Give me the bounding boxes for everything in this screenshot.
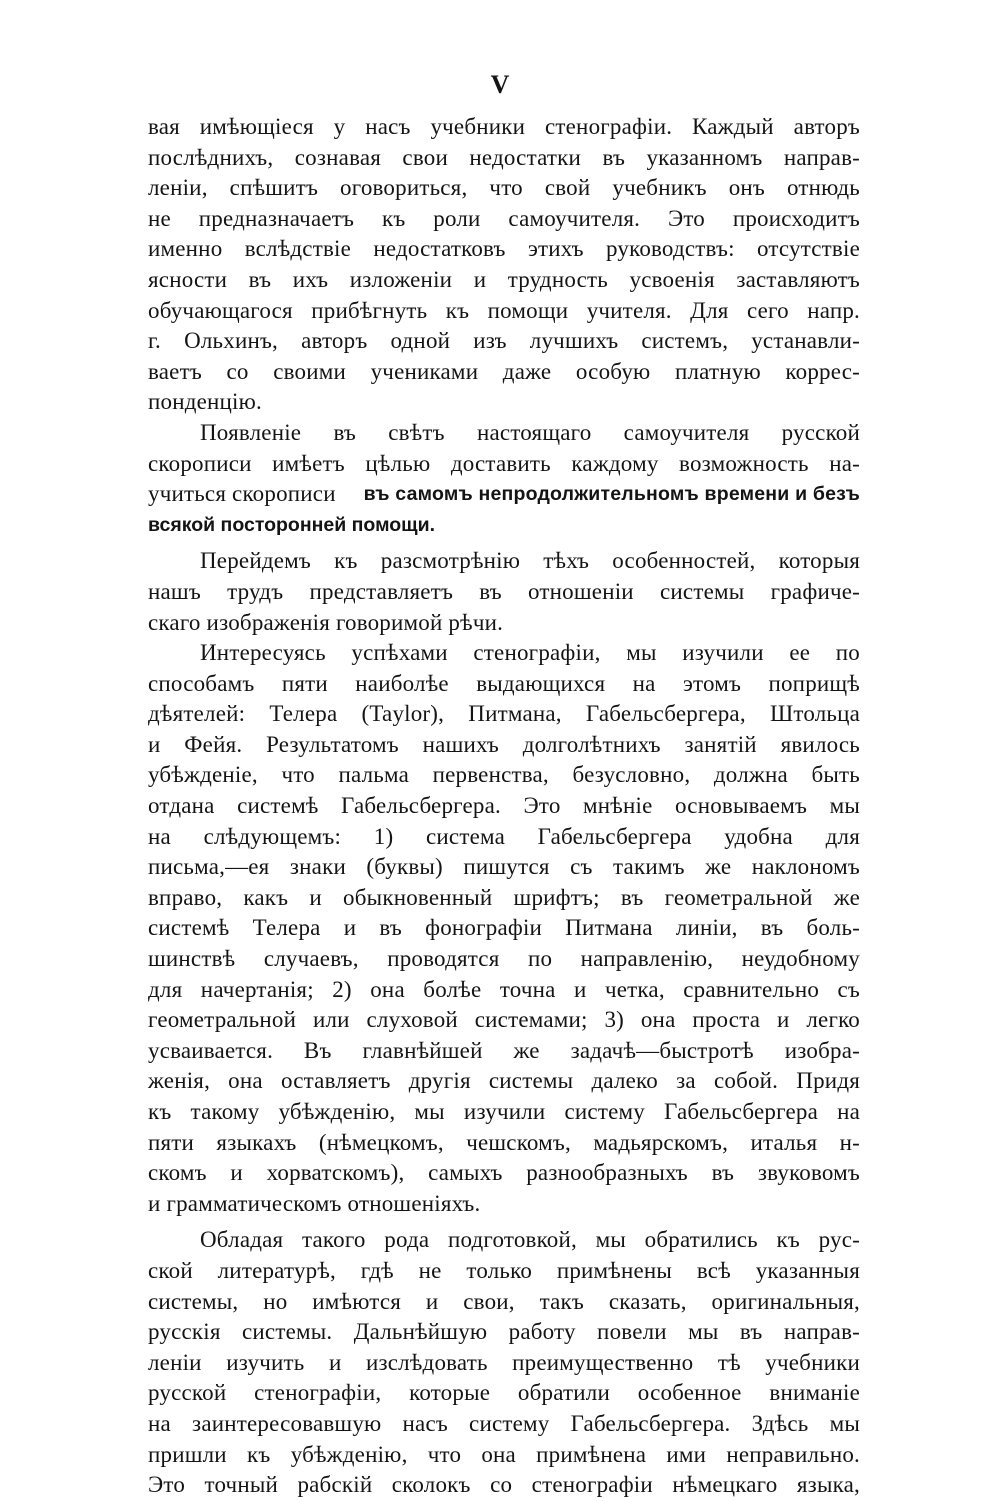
text-line: Обладая такого рода подготовкой, мы обратились къ рус-	[200, 1227, 860, 1253]
text-line: не предназначаетъ къ роли самоучителя. Это происходитъ	[148, 205, 860, 231]
text-line: женія, она оставляетъ другія системы далеко за собой. Придя	[148, 1068, 860, 1094]
text-line: скаго изображенія говоримой рѣчи.	[148, 609, 504, 635]
text-line: на заинтересовавшую насъ систему Габельсбергера. Здѣсь мы	[148, 1410, 860, 1436]
text-line: обучающагося прибѣгнуть къ помощи учителя. Для сего напр.	[148, 297, 860, 323]
text-line: къ такому убѣжденію, мы изучили систему Габельсбергера на	[148, 1099, 860, 1124]
bold-text-line: всякой посторонней помощи.	[148, 513, 436, 536]
text-line: способамъ пяти наиболѣе выдающихся на этомъ поприщѣ	[148, 670, 860, 696]
text-line: ской литературѣ, гдѣ не только примѣнены всѣ указанныя	[148, 1257, 860, 1283]
text-line: нашъ трудъ представляетъ въ отношеніи системы графиче-	[148, 578, 860, 604]
text-line: Перейдемъ къ разсмотрѣнію тѣхъ особенностей, которыя	[200, 548, 860, 574]
text-line: убѣжденіе, что пальма первенства, безусловно, должна быть	[148, 762, 860, 788]
text-line: Это точный рабскій сколокъ со стенографіи нѣмецкаго языка,	[148, 1472, 860, 1498]
text-line: леніи изучить и изслѣдовать преимущественно тѣ учебники	[148, 1349, 860, 1375]
body-text	[148, 112, 860, 1501]
text-line: леніи, спѣшитъ оговориться, что свой учебникъ онъ отнюдь	[148, 175, 860, 201]
text-line: Интересуясь успѣхами стенографіи, мы изучили ее по	[200, 640, 860, 666]
text-line: для начертанія; 2) она болѣе точна и четка, сравнительно съ	[148, 976, 860, 1002]
text-line: пяти языкахъ (нѣмецкомъ, чешскомъ, мадьярскомъ, италья н-	[148, 1129, 860, 1155]
text-line: пришли къ убѣжденію, что она примѣнена ими неправильно.	[148, 1441, 860, 1467]
text-line: послѣднихъ, сознавая свои недостатки въ указанномъ направ-	[148, 144, 860, 170]
text-line: и грамматическомъ отношеніяхъ.	[148, 1190, 481, 1216]
text-line: русской стенографіи, которые обратили особенное вниманіе	[148, 1380, 860, 1406]
text-line: на слѣдующемъ: 1) система Габельсбергера удобна для	[148, 823, 860, 849]
text-line-mixed	[148, 479, 860, 510]
text-line: усваивается. Въ главнѣйшей же задачѣ—быстротѣ изобра-	[148, 1037, 860, 1063]
text-line: геометральной или слуховой системами; 3) она проста и легко	[148, 1007, 860, 1033]
text-line: скомъ и хорватскомъ), самыхъ разнообразныхъ въ звуковомъ	[148, 1160, 860, 1186]
page-number: V	[490, 70, 510, 99]
text-line: русскія системы. Дальнѣйшую работу повели мы въ направ-	[148, 1319, 860, 1345]
text-line: вправо, какъ и обыкновенный шрифтъ; въ геометральной же	[148, 884, 860, 910]
text-line: шинствѣ случаевъ, проводятся по направленію, неудобному	[148, 946, 860, 972]
text-segment: учиться скорописи	[148, 481, 336, 507]
text-line: скорописи имѣетъ цѣлью доставить каждому возможность на-	[148, 450, 860, 476]
bold-text-segment: въ самомъ непродолжительномъ времени и безъ	[363, 483, 860, 506]
text-line: отдана системѣ Габельсбергера. Это мнѣніе основываемъ мы	[148, 793, 860, 819]
text-line: г. Ольхинъ, авторъ одной изъ лучшихъ системъ, устанавли-	[148, 328, 860, 354]
text-line: и Фейя. Результатомъ нашихъ долголѣтнихъ занятій явилось	[148, 731, 860, 757]
text-line: ясности въ ихъ изложеніи и трудность усвоенія заставляютъ	[148, 266, 860, 292]
text-line: именно вслѣдствіе недостатковъ этихъ руководствъ: отсутствіе	[148, 236, 860, 262]
text-line: вая имѣющіеся у насъ учебники стенографіи. Каждый авторъ	[148, 114, 860, 139]
text-line: понденцію.	[148, 389, 262, 415]
text-line: дѣятелей: Телера (Taylor), Питмана, Габельсбергера, Штольца	[148, 701, 860, 727]
text-line: письма,—ея знаки (буквы) пишутся съ такимъ же наклономъ	[148, 854, 860, 880]
text-line: системѣ Телера и въ фонографіи Питмана линіи, въ боль-	[148, 915, 860, 941]
text-line: системы, но имѣются и свои, такъ сказать, оригинальныя,	[148, 1288, 860, 1314]
text-line: Появленіе въ свѣтъ настоящаго самоучителя русской	[200, 419, 860, 445]
text-line: ваетъ со своими учениками даже особую платную коррес-	[148, 358, 860, 384]
